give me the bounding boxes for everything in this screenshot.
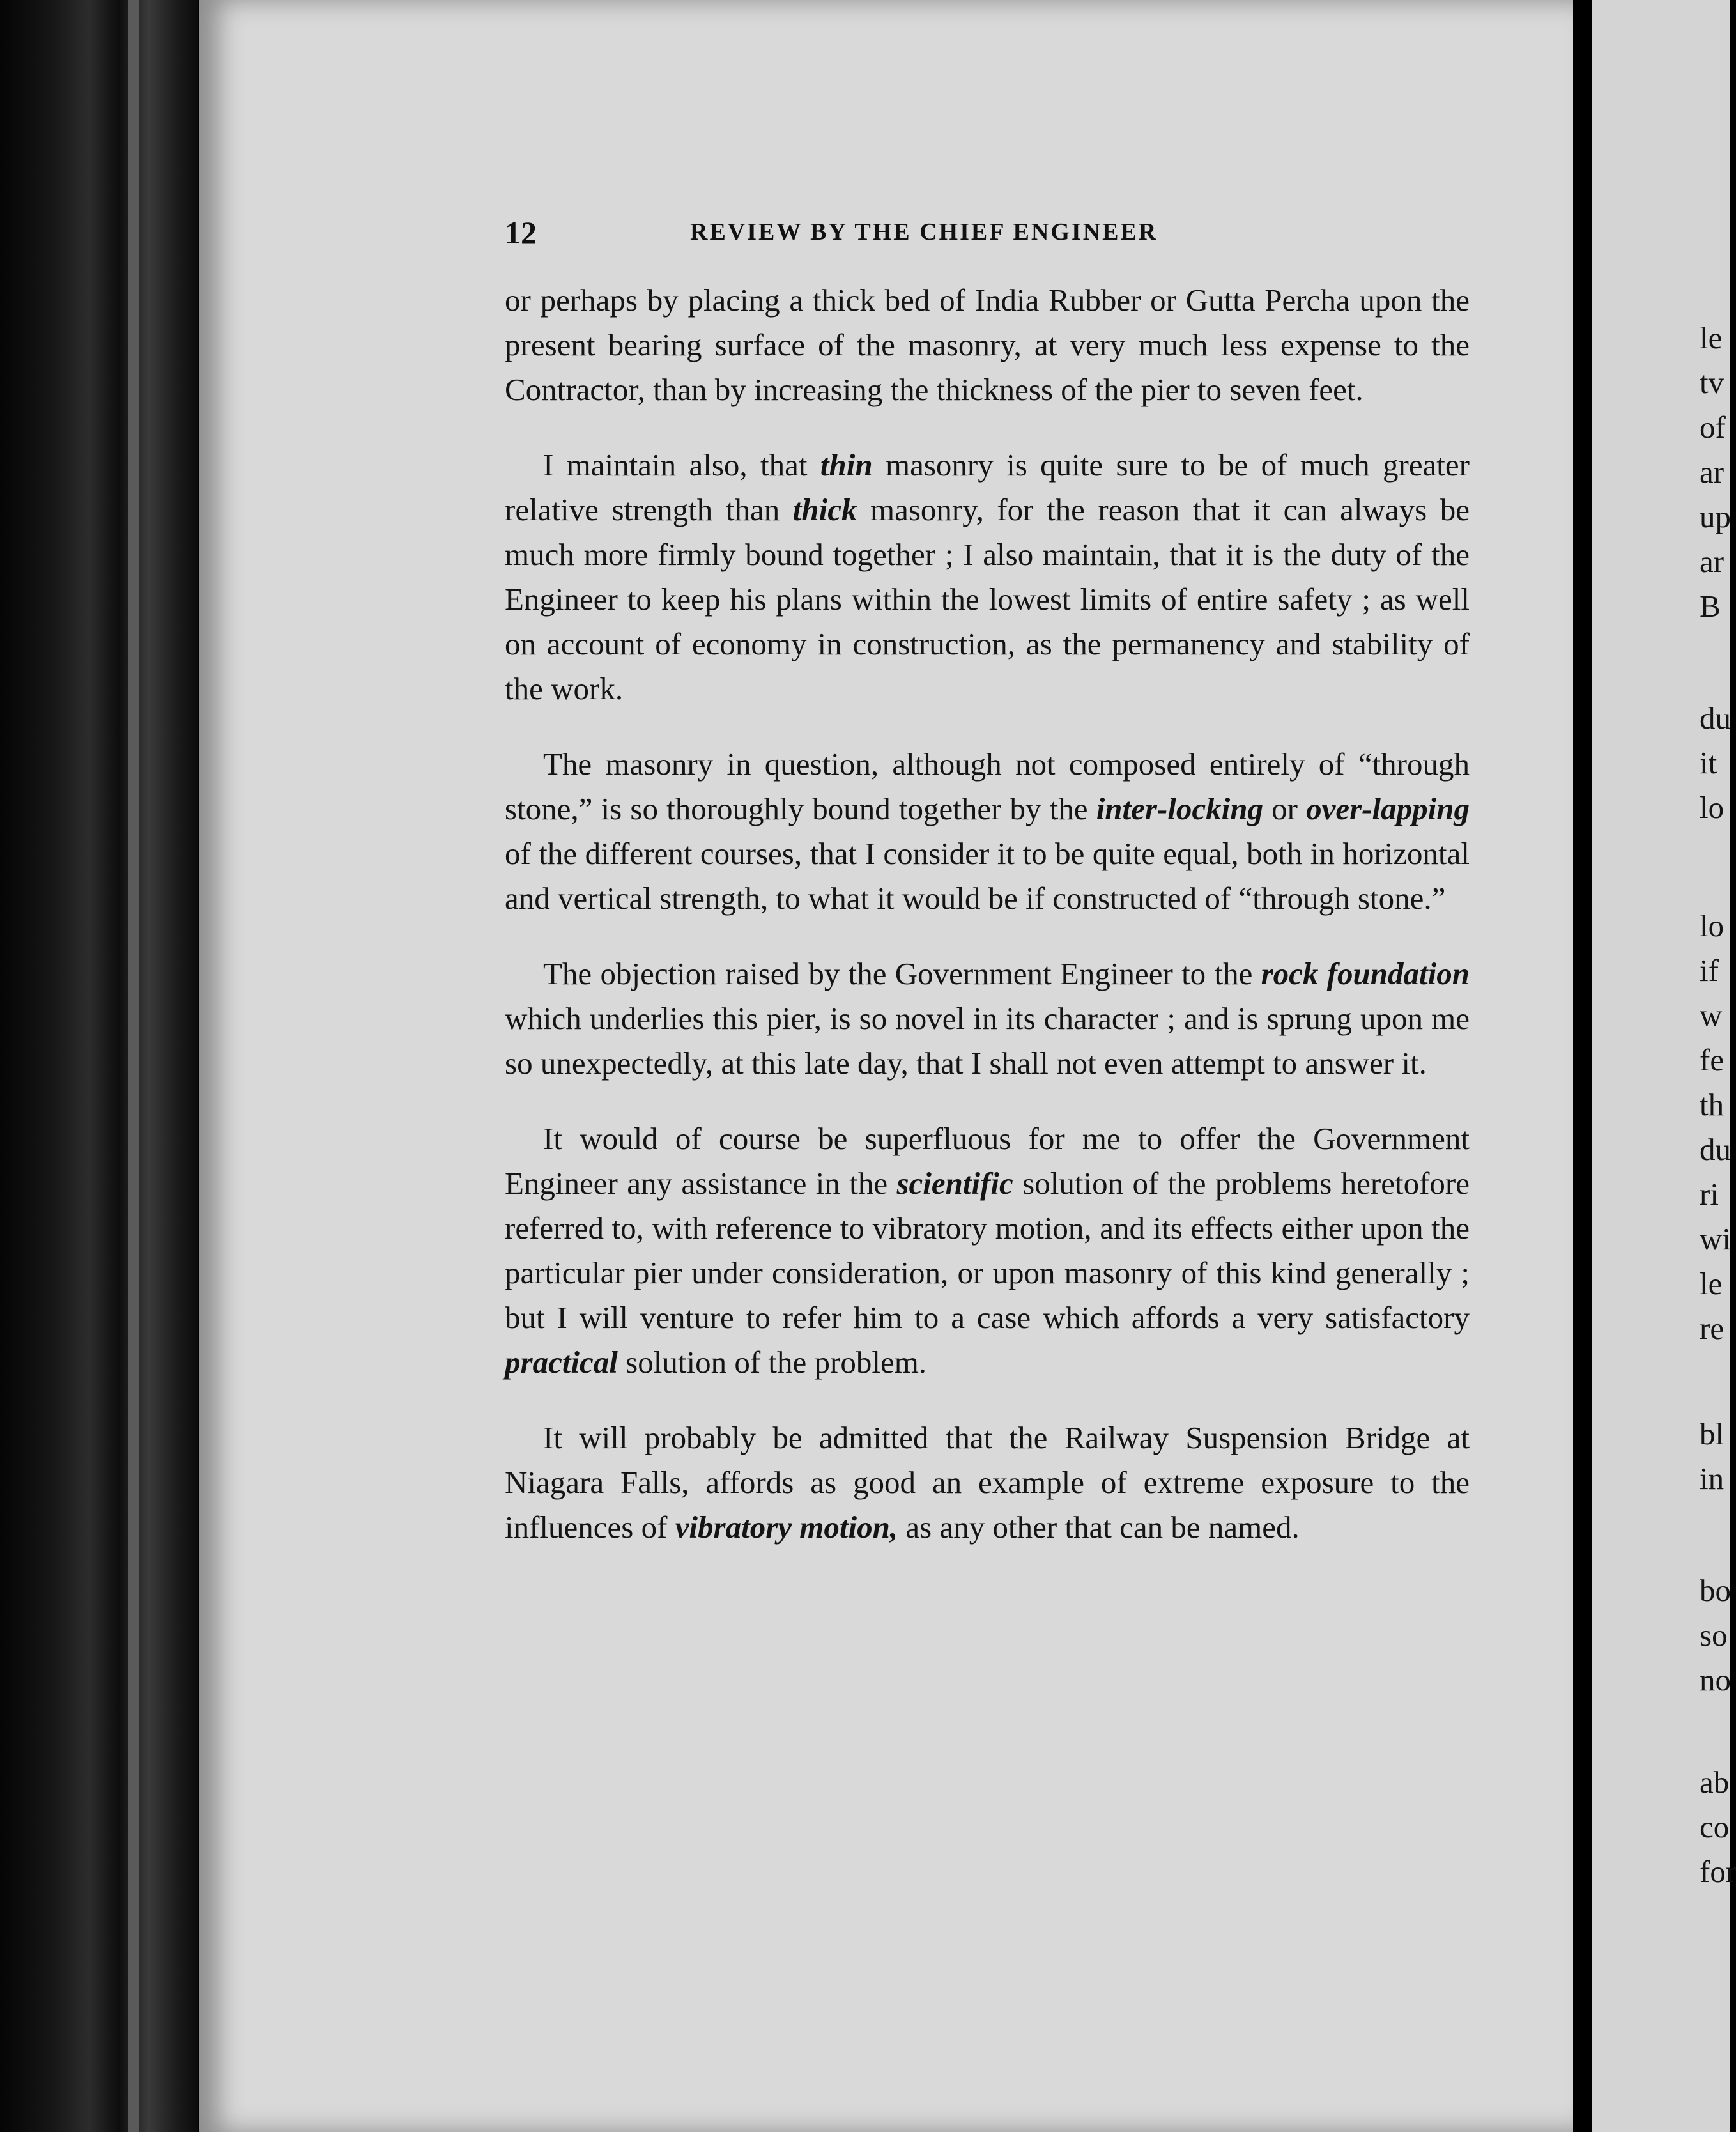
text-fragment: du — [1700, 1132, 1731, 1167]
paragraph-text: It would of course be superfluous for me to offer the Government Engineer any assistance in the — [505, 1121, 1470, 1201]
text-fragment: le — [1700, 1266, 1723, 1301]
emphasis: practical — [505, 1345, 618, 1380]
paragraph-text: of the different courses, that I consider it to be quite equal, both in horizontal and vertical strength, to what it would be if constructed of “through stone.” — [505, 836, 1470, 916]
emphasis: thick — [792, 492, 857, 527]
text-fragment: co — [1700, 1809, 1730, 1844]
page-edge — [128, 0, 139, 2132]
text-fragment: w — [1700, 998, 1723, 1033]
text-fragment: wi — [1700, 1221, 1731, 1256]
text-fragment: bl — [1700, 1416, 1724, 1451]
text-fragment: lo — [1700, 790, 1724, 825]
gutter — [1573, 0, 1592, 2132]
paragraph — [505, 742, 1470, 921]
text-fragment: in — [1700, 1461, 1724, 1496]
paragraph-text: or — [1263, 791, 1307, 826]
text-fragment: up — [1700, 499, 1731, 534]
text-fragment: of — [1700, 410, 1726, 445]
paragraph — [505, 1116, 1470, 1385]
text-fragment: re — [1700, 1311, 1724, 1346]
paragraph-text: solution of the problem. — [617, 1345, 927, 1380]
text-fragment: bo — [1700, 1573, 1731, 1608]
paragraph-text: solution of the problems heretofore referred to, with reference to vibratory motion, and its effects either upon the particular pier under consideration, or upon masonry of this kind generally ; but I will venture to refer him to a case which affords a very satisfactory — [505, 1166, 1470, 1335]
book-spine — [0, 0, 198, 2132]
paragraph-text: The objection raised by the Government Engineer to the — [543, 956, 1261, 991]
emphasis: vibratory motion, — [675, 1510, 898, 1545]
emphasis: thin — [820, 447, 873, 483]
emphasis: rock foundation — [1261, 956, 1470, 991]
paragraph — [505, 1416, 1470, 1550]
text-fragment: th — [1700, 1087, 1724, 1122]
page-number: 12 — [505, 215, 537, 251]
text-fragment: ri — [1700, 1177, 1719, 1212]
emphasis: over-lapping — [1306, 791, 1470, 826]
text-fragment: fe — [1700, 1042, 1724, 1078]
text-fragment: for — [1700, 1854, 1736, 1889]
paragraph-text: as any other that can be named. — [898, 1510, 1300, 1545]
text-fragment: du — [1700, 700, 1731, 736]
paragraph — [505, 952, 1470, 1086]
text-fragment: it — [1700, 745, 1717, 780]
paragraph-text: or perhaps by placing a thick bed of India Rubber or Gutta Percha upon the present bearing surface of the masonry, at very much less expense to the Contractor, than by increasing the thickness of the pier to seven feet. — [505, 282, 1470, 407]
paragraph-text: masonry, for the reason that it can always be much more firmly bound together ; I also maintain, that it is the duty of the Engineer to keep his plans within the lowest limits of entire safety ; as well on account of economy in construction, as the permanency and stability of the work. — [505, 492, 1470, 706]
text-fragment: so — [1700, 1618, 1728, 1653]
paragraph-text: masonry is quite sure to be of much greater relative strength than — [505, 447, 1470, 527]
paragraph-text: The masonry in question, although not composed entirely of “through stone,” is so thoroughly bound together by the — [505, 746, 1470, 826]
text-fragment: no — [1700, 1662, 1731, 1697]
text-fragment: ar — [1700, 544, 1724, 579]
body-text — [505, 278, 1470, 1580]
paragraph-text: which underlies this pier, is so novel in its character ; and is sprung upon me so unexpectedly, at this late day, that I shall not even attempt to answer it. — [505, 1001, 1470, 1081]
paragraph — [505, 443, 1470, 711]
paragraph-text: It will probably be admitted that the Railway Suspension Bridge at Niagara Falls, affords as good an example of extreme exposure to the influences of — [505, 1420, 1470, 1545]
text-fragment: lo — [1700, 908, 1724, 943]
text-fragment: ab — [1700, 1765, 1730, 1800]
paragraph — [505, 278, 1470, 412]
text-fragment: if — [1700, 953, 1719, 988]
running-title: REVIEW BY THE CHIEF ENGINEER — [690, 219, 1158, 245]
text-fragment: B — [1700, 589, 1721, 624]
emphasis: inter-locking — [1096, 791, 1264, 826]
text-fragment: ar — [1700, 454, 1724, 490]
text-fragment: le — [1700, 320, 1723, 355]
emphasis: scientific — [896, 1166, 1013, 1201]
paragraph-text: I maintain also, that — [543, 447, 820, 483]
text-fragment: tv — [1700, 365, 1724, 400]
